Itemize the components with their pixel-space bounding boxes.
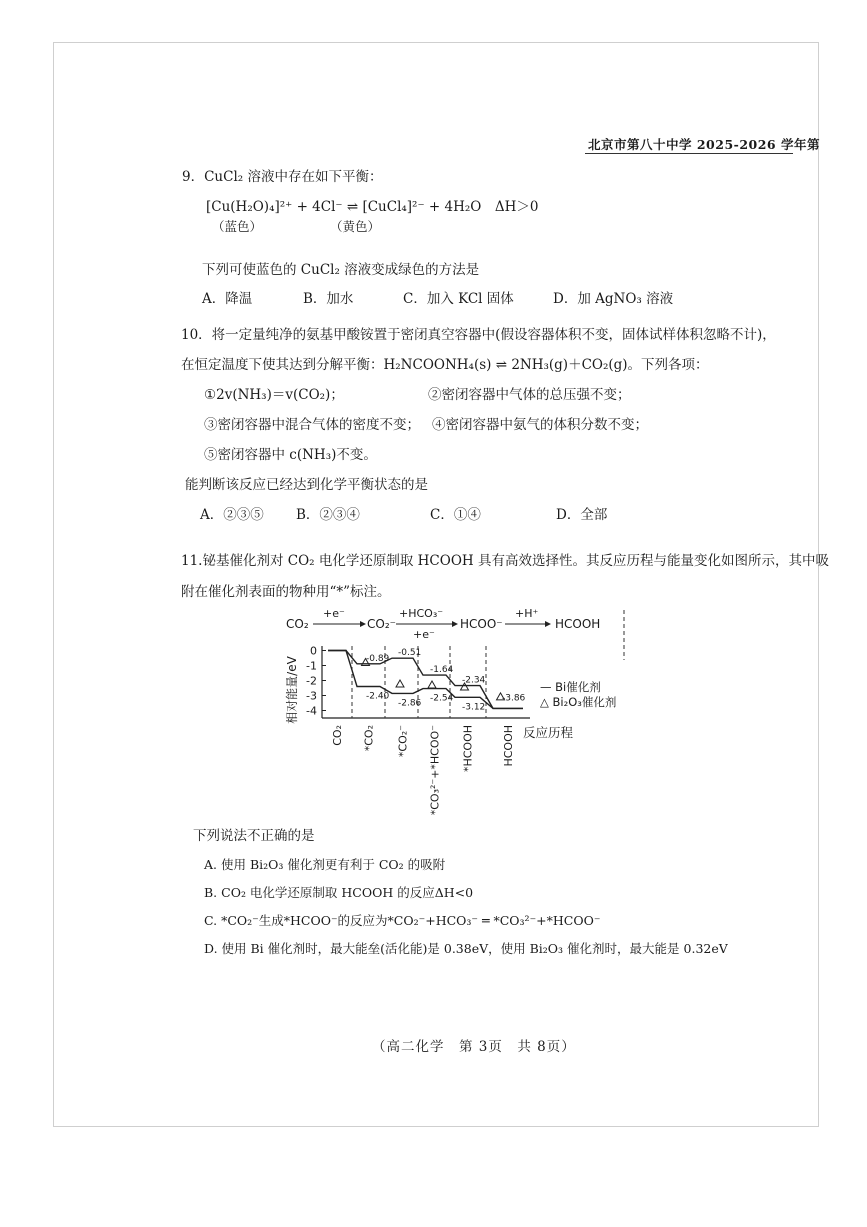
category-label: *CO₂⁻	[396, 725, 410, 758]
q9-option-b: B．加水	[303, 291, 354, 307]
scheme-arrow2-bottom: +e⁻	[413, 628, 435, 641]
q10-item-4: ④密闭容器中氨气的体积分数不变；	[432, 417, 648, 433]
energy-value-label: -3.86	[502, 693, 526, 704]
energy-value-label: -2.86	[398, 698, 422, 709]
q10-option-a: A．②③⑤	[200, 507, 264, 523]
bi2o3-marker	[396, 680, 404, 687]
q11-option-d: D. 使用 Bi 催化剂时，最大能垒(活化能)是 0.38eV，使用 Bi₂O₃ 催化剂时，最大能是 0.32eV	[204, 941, 728, 956]
y-tick-label: -3	[306, 689, 317, 703]
q9-yellow-label: （黄色）	[330, 219, 381, 234]
scheme-species-hcoo: HCOO⁻	[460, 617, 503, 631]
q11-option-a: A. 使用 Bi₂O₃ 催化剂更有利于 CO₂ 的吸附	[204, 857, 446, 872]
q9-option-a: A．降温	[202, 291, 253, 307]
y-tick-label: -2	[306, 674, 317, 688]
q10-item-5: ⑤密闭容器中 c(NH₃)不变。	[204, 447, 377, 463]
category-label: *HCOOH	[461, 725, 475, 773]
q11-stem-line2: 附在催化剂表面的物种用“*”标注。	[181, 584, 391, 600]
q11-question: 下列说法不正确的是	[193, 828, 315, 844]
q11-option-c: C. *CO₂⁻生成*HCOO⁻的反应为*CO₂⁻+HCO₃⁻ ═ *CO₃²⁻+*HCOO⁻	[204, 913, 601, 928]
scheme-arrow2-top: +HCO₃⁻	[399, 607, 444, 620]
q10-option-d: D．全部	[556, 507, 608, 523]
q10-option-b: B．②③④	[296, 507, 360, 523]
energy-value-label: -2.34	[462, 675, 486, 686]
q9-question: 下列可使蓝色的 CuCl₂ 溶液变成绿色的方法是	[202, 262, 480, 278]
energy-value-label: -3.12	[462, 702, 486, 713]
category-label: HCOOH	[502, 725, 515, 767]
energy-value-label: -2.40	[366, 691, 390, 702]
scheme-arrowhead-3	[545, 621, 551, 627]
q10-item-3: ③密闭容器中混合气体的密度不变；	[204, 417, 420, 433]
q10-question: 能判断该反应已经达到化学平衡状态的是	[185, 477, 428, 493]
legend-bi: — Bi催化剂	[540, 680, 601, 694]
page-footer: （高二化学 第 3页 共 8页）	[372, 1039, 576, 1055]
y-tick-label: 0	[310, 644, 317, 658]
q9-blue-label: （蓝色）	[212, 219, 263, 234]
q10-item-2: ②密闭容器中气体的总压强不变；	[428, 387, 631, 403]
energy-value-label: -0.51	[398, 648, 422, 659]
scheme-arrowhead-1	[360, 621, 366, 627]
scheme-species-co2: CO₂	[286, 617, 309, 631]
y-axis-label: 相对能量/eV	[285, 656, 299, 724]
school-header: 北京市第八十中学 2025-2026 学年第	[588, 137, 820, 152]
x-axis-label: 反应历程	[523, 725, 574, 740]
q10-option-c: C．①④	[430, 507, 481, 523]
scheme-species-hcooh: HCOOH	[555, 617, 601, 631]
q11-stem-line1: 11.铋基催化剂对 CO₂ 电化学还原制取 HCOOH 具有高效选择性。其反应历程与能量变化如图所示，其中吸	[181, 553, 829, 569]
bi2o3-marker	[428, 681, 436, 688]
scheme-arrow3-top: +H⁺	[515, 607, 539, 620]
scheme-species-co2-radical: CO₂⁻	[367, 617, 396, 631]
y-tick-label: -4	[306, 704, 317, 718]
category-label: *CO₂	[362, 725, 376, 752]
y-tick-label: -1	[306, 659, 317, 673]
q9-option-d: D．加 AgNO₃ 溶液	[553, 291, 674, 307]
energy-value-label: -1.64	[430, 665, 454, 676]
energy-value-label: -2.54	[430, 693, 454, 704]
category-label: CO₂	[331, 725, 344, 746]
q9-equation: [Cu(H₂O)₄]²⁺ + 4Cl⁻ ⇌ [CuCl₄]²⁻ + 4H₂O ΔH＞0	[206, 199, 539, 215]
q10-stem-line1: 10．将一定量纯净的氨基甲酸铵置于密闭真空容器中(假设容器体积不变，固体试样体积忽略不计)，	[181, 327, 776, 343]
q10-stem-line2: 在恒定温度下使其达到分解平衡：H₂NCOONH₄(s) ⇌ 2NH₃(g)＋CO₂(g)。下列各项：	[181, 357, 709, 373]
category-label: *CO₃²⁻+*HCOO⁻	[428, 725, 442, 816]
scheme-arrowhead-2	[452, 621, 458, 627]
q11-option-b: B. CO₂ 电化学还原制取 HCOOH 的反应ΔH<0	[204, 885, 474, 900]
series-line-bi2o3	[328, 651, 523, 709]
series-line-bi	[328, 651, 523, 709]
legend-bi2o3: △ Bi₂O₃催化剂	[540, 695, 617, 709]
q10-item-1: ①2v(NH₃)＝v(CO₂)；	[204, 387, 344, 403]
energy-value-label: -0.89	[366, 653, 390, 664]
q9-stem: 9．CuCl₂ 溶液中存在如下平衡：	[182, 169, 383, 185]
q9-option-c: C．加入 KCl 固体	[403, 291, 514, 307]
scheme-arrow1-top: +e⁻	[323, 607, 345, 620]
